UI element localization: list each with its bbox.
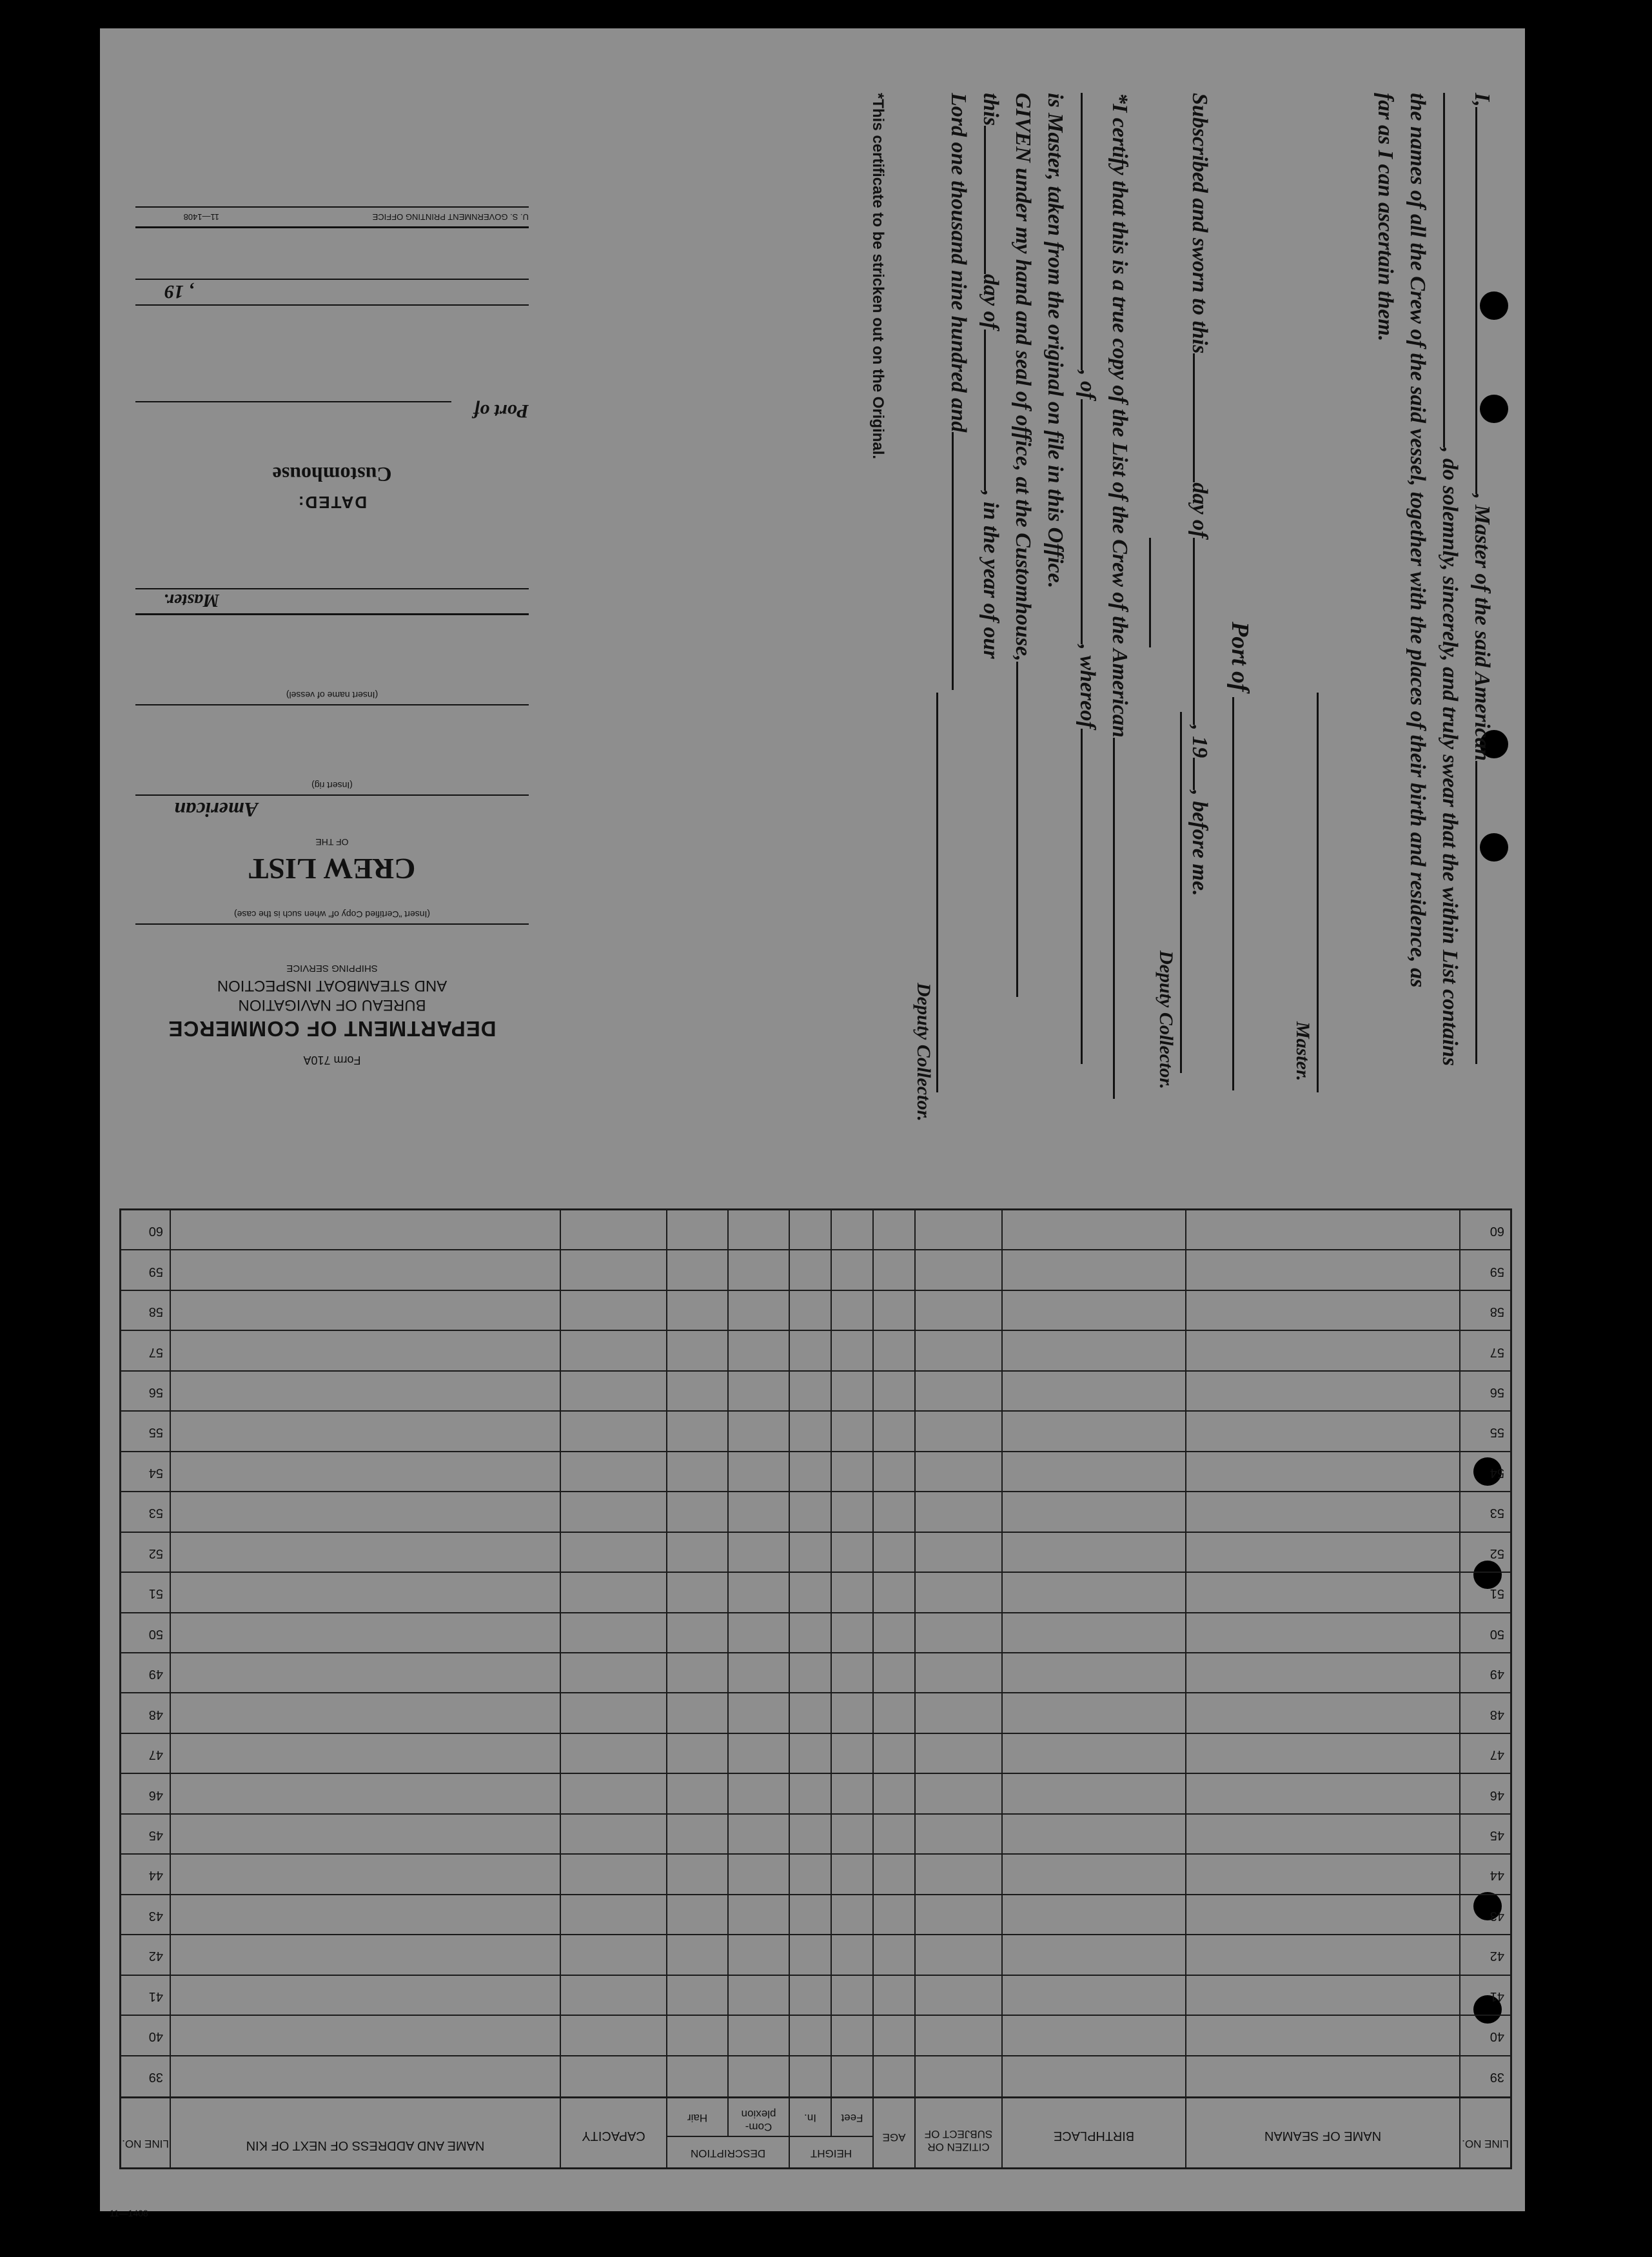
oath-port-of: Port of [1226,622,1254,1090]
form-number: Form 710A [303,1054,361,1067]
oath-block [519,93,1538,1189]
header-hair: Hair [687,2112,708,2124]
row-number-right: 39 [148,2070,163,2084]
rig-line [135,794,529,796]
table-row-line [119,1733,1512,1734]
header-description: DESCRIPTION [690,2147,766,2160]
row-number-right: 42 [148,1949,163,1963]
port-line [135,401,451,402]
row-number-right: 49 [148,1667,163,1681]
row-number-right: 51 [148,1586,163,1601]
year-prefix: , 19 [164,281,193,302]
row-number-left: 44 [1490,1868,1504,1882]
row-number-right: 44 [148,1868,163,1882]
insert-rig-note: (Insert rig) [311,780,353,791]
table-row-line [119,1451,1512,1452]
header-next-of-kin: NAME AND ADDRESS OF NEXT OF KIN [246,2138,485,2153]
oath-line-3: the names of all the Crew of the said vessel, together with the places of their birth and residence, as [1406,93,1430,988]
deputy-collector-2: Deputy Collector. [913,983,934,1121]
row-number-left: 39 [1490,2070,1504,2084]
footnote: *This certificate to be stricken out on the Original. [869,93,887,460]
row-number-left: 55 [1490,1425,1504,1439]
row-number-left: 58 [1490,1305,1504,1319]
shipping-service: SHIPPING SERVICE [286,963,378,974]
row-number-right: 48 [148,1708,163,1722]
vessel-line [135,704,529,705]
row-number-right: 47 [148,1748,163,1762]
american-label: American [174,798,258,822]
master-line-2 [135,588,529,589]
row-number-left: 47 [1490,1748,1504,1762]
table-row-line [119,2055,1512,2056]
table-row-line [119,1934,1512,1935]
row-number-right: 58 [148,1305,163,1319]
table-row-line [119,1853,1512,1855]
certified-note: (Insert "Certified Copy of" when such is the case) [233,909,431,920]
insert-vessel-note: (Insert name of vessel) [286,690,379,700]
row-number-left: 54 [1490,1466,1504,1480]
bottom-code: 11—1408 [110,2208,148,2218]
row-number-right: 41 [148,1989,163,2004]
cover-master-label: Master. [163,590,219,610]
header-feet: Feet [841,2112,863,2124]
table-row-line [119,1410,1512,1412]
row-number-right: 43 [148,1909,163,1923]
header-line-no-left: LINE NO. [1462,2138,1509,2150]
printer-line-2 [135,206,529,208]
header-capacity: CAPACITY [582,2129,645,2143]
table-row-line [119,1975,1512,1976]
row-number-left: 45 [1490,1828,1504,1842]
header-line-no-right: LINE NO. [122,2138,169,2150]
row-number-left: 60 [1490,1224,1504,1238]
cover-port-of: Port of [473,400,529,422]
given-line-1: GIVEN under my hand and seal of office, at the Customhouse, [1010,93,1035,997]
oath-line-2: , do solemnly, sincerely, and truly swear that the within List contains [1437,93,1462,1066]
table-row-line [119,1652,1512,1653]
header-height: HEIGHT [810,2147,852,2160]
row-number-left: 49 [1490,1667,1504,1681]
document-sheet [100,28,1525,2218]
crew-table [119,1208,1512,2169]
row-number-left: 57 [1490,1345,1504,1359]
header-inches: In. [804,2112,816,2124]
row-number-left: 46 [1490,1788,1504,1802]
header-birthplace: BIRTHPLACE [1053,2129,1135,2143]
certify-line-1: *I certify that this is a true copy of the List of the Crew of the American [1107,93,1132,1099]
header-age: AGE [882,2131,906,2144]
customhouse-label: Customhouse [272,463,392,486]
table-row-line [119,1532,1512,1533]
row-number-left: 51 [1490,1586,1504,1601]
table-row-line [119,1249,1512,1250]
master-line [135,613,529,615]
table-row-line [119,1330,1512,1331]
date-line [135,279,529,280]
row-number-right: 59 [148,1265,163,1279]
deputy-collector-line-1 [1180,712,1182,1073]
table-row-line [119,1612,1512,1613]
row-number-left: 48 [1490,1708,1504,1722]
master-signature-label: Master. [1292,1021,1313,1081]
subscribed-line: Subscribed and sworn to thisday of, 19, before me. [1188,93,1212,896]
department: DEPARTMENT OF COMMERCE [168,1017,497,1041]
row-number-right: 57 [148,1345,163,1359]
header-complexion: Com- plexion [741,2107,776,2133]
deputy-collector-line-2 [936,693,938,1092]
table-row-line [119,1773,1512,1774]
row-number-left: 41 [1490,1989,1504,2004]
table-row-line [119,2015,1512,2016]
row-number-left: 52 [1490,1546,1504,1561]
bureau-line-1: BUREAU OF NAVIGATION [238,996,426,1014]
row-number-left: 43 [1490,1909,1504,1923]
certified-line [135,923,529,925]
table-row-line [119,1290,1512,1291]
cover-panel [135,183,529,1079]
given-line-2: thisday of, in the year of our [979,93,1003,659]
table-row-line [119,1370,1512,1372]
printer-line [135,226,529,228]
master-signature-line [1317,693,1319,1092]
row-number-right: 60 [148,1224,163,1238]
row-number-right: 55 [148,1425,163,1439]
oath-line-1: I,, Master of the said American [1470,93,1494,1064]
printer: U. S. GOVERNMENT PRINTING OFFICE [372,212,529,222]
header-name-of-seaman: NAME OF SEAMAN [1264,2129,1382,2143]
of-the: OF THE [315,837,349,847]
row-number-right: 56 [148,1385,163,1399]
table-row-line [119,1692,1512,1693]
certify-line-2: , of, whereof [1075,93,1099,1064]
print-code: 11—1408 [183,212,219,222]
row-number-right: 46 [148,1788,163,1802]
deputy-collector-1: Deputy Collector. [1155,951,1177,1089]
table-row-line [119,1572,1512,1573]
row-number-left: 40 [1490,2029,1504,2044]
row-number-right: 54 [148,1466,163,1480]
table-row-line [119,1491,1512,1492]
crew-list-title: CREW LIST [248,853,416,885]
row-number-right: 50 [148,1627,163,1641]
seal-mark [1149,538,1151,647]
given-line-3: Lord one thousand nine hundred and [946,93,970,690]
row-number-right: 52 [148,1546,163,1561]
row-number-left: 53 [1490,1506,1504,1520]
header-citizen: CITIZEN OR SUBJECT OF [924,2127,993,2153]
table-row-line [119,1894,1512,1895]
table-row-line [119,1813,1512,1815]
row-number-right: 40 [148,2029,163,2044]
row-number-left: 56 [1490,1385,1504,1399]
date-line-top [135,304,529,306]
certify-line-3: is Master, taken from the original on file in this Office. [1043,93,1067,589]
row-number-left: 42 [1490,1949,1504,1963]
row-number-right: 45 [148,1828,163,1842]
row-number-left: 50 [1490,1627,1504,1641]
row-number-right: 53 [148,1506,163,1520]
bureau-line-2: AND STEAMBOAT INSPECTION [217,977,447,994]
row-number-left: 59 [1490,1265,1504,1279]
dated-label: DATED: [297,493,368,512]
oath-line-4: far as I can ascertain them. [1373,93,1397,342]
